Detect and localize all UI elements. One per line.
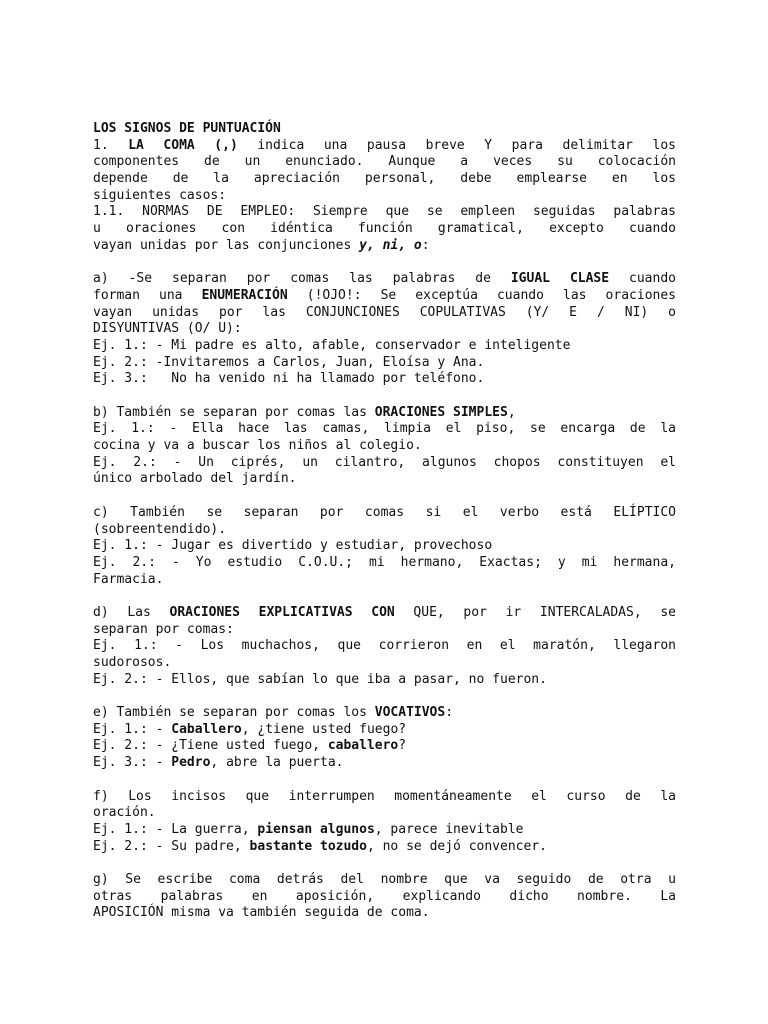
example-line: único arbolado del jardín. xyxy=(93,471,297,487)
section-g-line: APOSICIÓN misma va también seguida de coma. xyxy=(93,905,430,921)
example-line: Ej. 1.: - Caballero, ¿tiene usted fuego? xyxy=(93,721,407,737)
example-line: Ej. 1.: - Ella hace las camas, limpia el piso, se encarga de la xyxy=(93,421,676,437)
page-title: LOS SIGNOS DE PUNTUACIÓN xyxy=(93,121,281,136)
section-d-line: separan por comas: xyxy=(93,621,234,637)
example-line: Ej. 1.: - Los muchachos, que corrieron en el maratón, llegaron xyxy=(93,638,676,654)
section-c-line: c) También se separan por comas si el verbo está ELÍPTICO xyxy=(93,504,676,520)
intro-line: 1. LA COMA (,) indica una pausa breve Y para delimitar los xyxy=(93,137,677,153)
intro-line: siguientes casos: xyxy=(93,187,227,203)
example-line: Farmacia. xyxy=(93,571,164,587)
example-line: Ej. 1.: - Mi padre es alto, afable, conservador e inteligente xyxy=(93,337,571,353)
example-line: Ej. 1.: - La guerra, piensan algunos, parece inevitable xyxy=(93,821,524,837)
example-line: Ej. 1.: - Jugar es divertido y estudiar, provechoso xyxy=(93,538,493,554)
section-f-line: f) Los incisos que interrumpen momentáneamente el curso de la xyxy=(93,788,676,804)
example-line: Ej. 2.: - Su padre, bastante tozudo, no se dejó convencer. xyxy=(93,838,547,854)
intro-line: vayan unidas por las conjunciones y, ni, o: xyxy=(93,237,430,253)
example-line: Ej. 2.: -Invitaremos a Carlos, Juan, Eloísa y Ana. xyxy=(93,354,485,370)
section-b-line: b) También se separan por comas las ORACIONES SIMPLES, xyxy=(93,404,516,420)
section-g-line: otras palabras en aposición, explicando dicho nombre. La xyxy=(93,888,676,904)
section-e-line: e) También se separan por comas los VOCATIVOS: xyxy=(93,705,454,721)
intro-line: depende de la apreciación personal, debe emplearse en los xyxy=(93,171,676,187)
intro-line: 1.1. NORMAS DE EMPLEO: Siempre que se empleen seguidas palabras xyxy=(93,204,676,220)
example-line: cocina y va a buscar los niños al colegio. xyxy=(93,438,422,454)
intro-line: componentes de un enunciado. Aunque a veces su colocación xyxy=(93,154,676,170)
section-a-line: vayan unidas por las CONJUNCIONES COPULATIVAS (Y/ E / NI) o xyxy=(93,304,676,320)
example-line: Ej. 2.: - ¿Tiene usted fuego, caballero? xyxy=(93,738,407,754)
section-c-line: (sobreentendido). xyxy=(93,521,227,537)
section-f-line: oración. xyxy=(93,805,156,821)
example-line: Ej. 3.: - Pedro, abre la puerta. xyxy=(93,755,344,771)
section-g-line: g) Se escribe coma detrás del nombre que va seguido de otra u xyxy=(93,871,676,887)
example-line: Ej. 2.: - Yo estudio C.O.U.; mi hermano, Exactas; y mi hermana, xyxy=(93,554,676,570)
section-d-line: d) Las ORACIONES EXPLICATIVAS CON QUE, por ir INTERCALADAS, se xyxy=(93,604,676,620)
intro-line: u oraciones con idéntica función gramatical, excepto cuando xyxy=(93,221,676,237)
section-a-line: forman una ENUMERACIÓN (!OJO!: Se exceptúa cuando las oraciones xyxy=(93,287,676,303)
section-a-line: DISYUNTIVAS (O/ U): xyxy=(93,321,242,337)
section-a-line: a) -Se separan por comas las palabras de IGUAL CLASE cuando xyxy=(93,271,676,287)
example-line: sudorosos. xyxy=(93,655,172,670)
example-line: Ej. 2.: - Ellos, que sabían lo que iba a pasar, no fueron. xyxy=(93,671,547,687)
example-line: Ej. 2.: - Un ciprés, un cilantro, algunos chopos constituyen el xyxy=(93,454,676,470)
example-line: Ej. 3.: No ha venido ni ha llamado por teléfono. xyxy=(93,371,485,387)
document-body xyxy=(93,121,676,922)
